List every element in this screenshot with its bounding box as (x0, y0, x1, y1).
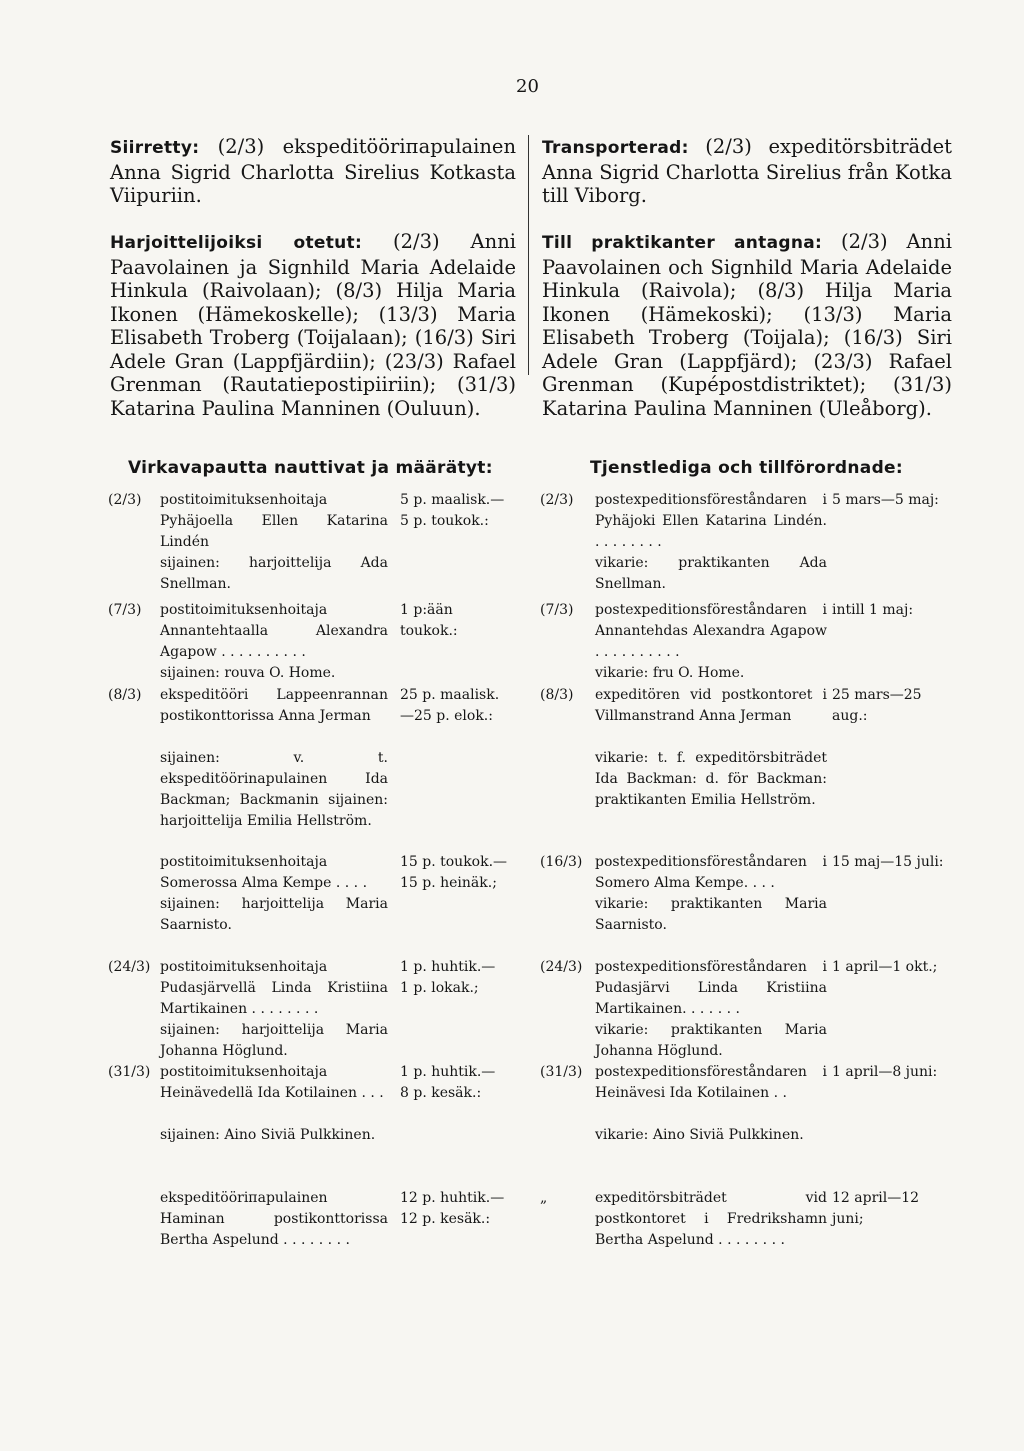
sv-entry-text: vikarie: praktikanten Maria Johanna Höglund. (595, 1022, 827, 1059)
fi-trainees-text: (2/3) Anni Paavolainen ja Signhild Maria Adelaide Hinkula (Raivolaan); (8/3) Hilja Maria Ikonen (Hämekoskelle); (13/3) Maria Elisabeth Troberg (Toijalaan); (16/3) Siri Adele Gran (Lappfjärdiin); (23/3) Rafael Grenman (Rautatiepostipiiriin); (31/3) Katarina Paulina Manninen (Ouluun). (110, 230, 516, 420)
fi-entry-text: postitoimituksenhoitaja Pyhäjoella Ellen Katarina Lindén (160, 492, 388, 550)
sv-entry-date: (7/3) (540, 602, 574, 618)
sv-entry-period: 12 april—12 juni; (832, 1190, 920, 1227)
sv-transfer-text: (2/3) expeditörsbiträdet Anna Sigrid Charlotta Sirelius från Kotka till Viborg. (542, 135, 953, 207)
fi-entry-text: sijainen: harjoittelija Ada Snellman. (160, 555, 388, 592)
fi-trainees-paragraph (110, 230, 516, 420)
sv-entry-text: expeditörsbiträdet vid postkontoret i Fredrikshamn Bertha Aspelund . . . . . . . . (595, 1190, 827, 1248)
sv-entry-text: postexpeditionsföreståndaren i Somero Alma Kempe. . . . (595, 854, 827, 891)
fi-section-title: Virkavapautta nauttivat ja määrätyt: (128, 458, 493, 478)
fi-entry-period: 12 p. huhtik.— 12 p. kesäk.: (400, 1190, 505, 1227)
fi-entry-date: (24/3) (108, 959, 151, 975)
sv-entry-period: 1 april—1 okt.; (832, 959, 938, 975)
column-divider (528, 135, 529, 375)
sv-entry-date: (24/3) (540, 959, 583, 975)
fi-entry-text: postitoimituksenhoitaja Somerossa Alma Kempe . . . . (160, 854, 368, 891)
sv-section-title: Tjenstlediga och tillförordnade: (590, 458, 903, 478)
fi-entry-period: 1 p. huhtik.— 8 p. kesäk.: (400, 1064, 496, 1101)
sv-entry-date: (8/3) (540, 687, 574, 703)
sv-entry-text: vikarie: fru O. Home. (595, 665, 745, 681)
fi-entry-text: sijainen: v. t. ekspeditöörinapulainen Ida Backman; Backmanin sijainen: harjoittelija Emilia Hellström. (160, 750, 388, 829)
sv-transfer-paragraph (542, 135, 952, 208)
sv-entry-text: postexpeditionsföreståndaren i Annantehdas Alexandra Agapow . . . . . . . . . . (595, 602, 827, 660)
fi-entry-date: (7/3) (108, 602, 142, 618)
fi-entry-period: 5 p. maalisk.— 5 p. toukok.: (400, 492, 505, 529)
sv-trainees-paragraph (542, 230, 952, 420)
sv-transfer-label: Transporterad: (542, 138, 689, 158)
fi-entry-date: (8/3) (108, 687, 142, 703)
sv-entry-period: 1 april—8 juni: (832, 1064, 938, 1080)
fi-transfer-text: (2/3) ekspeditööriпapulainen Anna Sigrid Charlotta Sirelius Kotkasta Viipuriin. (110, 135, 517, 207)
sv-entry-date: (31/3) (540, 1064, 583, 1080)
sv-entry-period: 5 mars—5 maj: (832, 492, 939, 508)
sv-entry-period: intill 1 maj: (832, 602, 914, 618)
sv-trainees-text: (2/3) Anni Paavolainen och Signhild Maria Adelaide Hinkula (Raivola); (8/3) Hilja Maria Ikonen (Hämekoski); (13/3) Maria Elisabeth Troberg (Toijala); (16/3) Siri Adele Gran (Lappfjärd); (23/3) Rafael Grenman (Kupépostdistriktet); (31/3) Katarina Paulina Manninen (Uleåborg). (542, 230, 952, 420)
fi-entry-text: sijainen: harjoittelija Maria Saarnisto. (160, 896, 388, 933)
sv-entry-text: postexpeditionsföreståndaren i Heinävesi Ida Kotilainen . . (595, 1064, 827, 1101)
sv-entry-text: vikarie: praktikanten Ada Snellman. (595, 555, 827, 592)
fi-entry-text: sijainen: Aino Siviä Pulkkinen. (160, 1127, 376, 1143)
fi-entry-period: 25 p. maalisk. —25 p. elok.: (400, 687, 500, 724)
sv-entry-period: 25 mars—25 aug.: (832, 687, 922, 724)
sv-entry-date: (16/3) (540, 854, 583, 870)
fi-transfer-label: Siirretty: (110, 138, 200, 158)
fi-entry-period: 1 p:ään toukok.: (400, 602, 458, 639)
sv-entry-text: vikarie: t. f. expeditörsbiträdet Ida Backman: d. för Backman: praktikanten Emilia Hellström. (595, 750, 827, 808)
sv-trainees-label: Till praktikanter antagna: (542, 233, 823, 253)
fi-entry-text: ekspeditööriпapulainen Haminan postikonttorissa Bertha Aspelund . . . . . . . . (160, 1190, 388, 1248)
fi-entry-text: postitoimituksenhoitaja Annantehtaalla Alexandra Agapow . . . . . . . . . . (160, 602, 388, 660)
fi-entry-text: sijainen: harjoittelija Maria Johanna Höglund. (160, 1022, 388, 1059)
fi-entry-period: 1 p. huhtik.— 1 p. lokak.; (400, 959, 496, 996)
fi-entry-date: (31/3) (108, 1064, 151, 1080)
fi-entry-date: (2/3) (108, 492, 142, 508)
fi-entry-text: postitoimituksenhoitaja Heinävedellä Ida Kotilainen . . . (160, 1064, 384, 1101)
sv-entry-text: vikarie: Aino Siviä Pulkkinen. (595, 1127, 804, 1143)
sv-entry-date: (2/3) (540, 492, 574, 508)
fi-trainees-label: Harjoittelijoiksi otetut: (110, 233, 363, 253)
fi-entry-text: postitoimituksenhoitaja Pudasjärvellä Linda Kristiina Martikainen . . . . . . . . (160, 959, 388, 1017)
sv-entry-date: „ (540, 1190, 548, 1206)
fi-transfer-paragraph (110, 135, 516, 208)
sv-entry-text: postexpeditionsföreståndaren i Pyhäjoki Ellen Katarina Lindén. . . . . . . . . (595, 492, 827, 550)
sv-entry-text: expeditören vid postkontoret i Villmanstrand Anna Jerman (595, 687, 827, 724)
fi-entry-text: ekspeditööri Lappeenrannan postikonttorissa Anna Jerman (160, 687, 388, 724)
sv-entry-text: vikarie: praktikanten Maria Saarnisto. (595, 896, 827, 933)
fi-entry-period: 15 p. toukok.— 15 p. heinäk.; (400, 854, 508, 891)
sv-entry-period: 15 maj—15 juli: (832, 854, 944, 870)
page-number: 20 (516, 76, 539, 97)
sv-entry-text: postexpeditionsföreståndaren i Pudasjärvi Linda Kristiina Martikainen. . . . . . . (595, 959, 827, 1017)
fi-entry-text: sijainen: rouva O. Home. (160, 665, 336, 681)
